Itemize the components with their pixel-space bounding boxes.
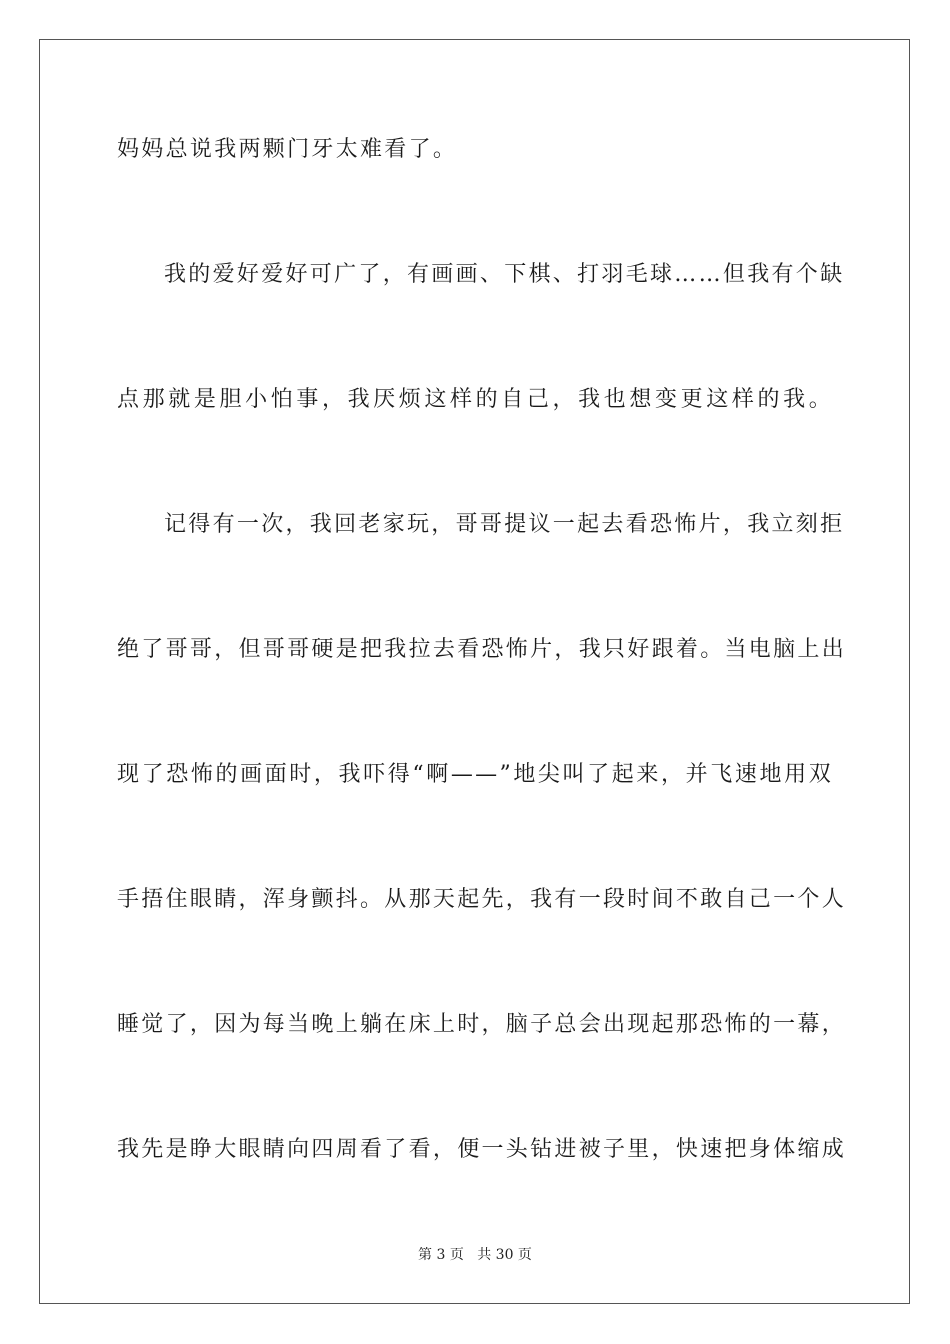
- text-line-3: 点那就是胆小怕事，我厌烦这样的自己，我也想变更这样的我。: [117, 387, 833, 412]
- page-total: 共 30 页: [477, 1247, 532, 1263]
- text-line-1: 妈妈总说我两颗门牙太难看了。: [117, 137, 458, 162]
- text-line-2: 我的爱好爱好可广了，有画画、下棋、打羽毛球……但我有个缺: [164, 262, 845, 287]
- text-line-6: 现了恐怖的画面时，我吓得“啊——”地尖叫了起来，并飞速地用双: [117, 762, 833, 787]
- page-frame: [39, 39, 910, 1304]
- text-line-5: 绝了哥哥，但哥哥硬是把我拉去看恐怖片，我只好跟着。当电脑上出: [117, 637, 847, 662]
- text-line-7: 手捂住眼睛，浑身颤抖。从那天起先，我有一段时间不敢自己一个人: [117, 887, 847, 912]
- text-line-8: 睡觉了，因为每当晚上躺在床上时，脑子总会出现起那恐怖的一幕，: [117, 1012, 847, 1037]
- page-footer: [0, 1246, 950, 1264]
- page-number: 第 3 页: [418, 1247, 464, 1263]
- text-line-4: 记得有一次，我回老家玩，哥哥提议一起去看恐怖片，我立刻拒: [164, 512, 845, 537]
- text-line-9: 我先是睁大眼睛向四周看了看，便一头钻进被子里，快速把身体缩成: [117, 1137, 847, 1162]
